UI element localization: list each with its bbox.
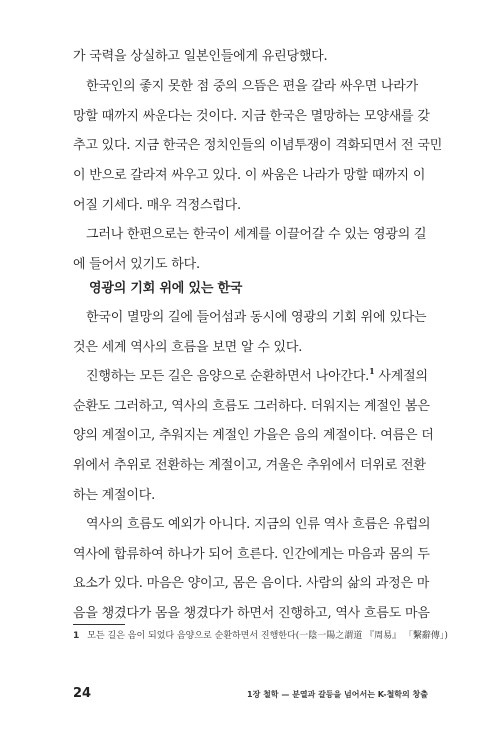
text-line: 역사에 합류하여 하나가 되어 흐른다. 인간에게는 마음과 몸의 두 — [73, 546, 430, 562]
text-line: 하는 계절이다. — [73, 487, 156, 503]
section-heading: 영광의 기회 위에 있는 한국 — [89, 281, 243, 296]
text-line: 가 국력을 상실하고 일본인들에게 유린당했다. — [73, 49, 328, 64]
text-line: 이 반으로 갈라져 싸우고 있다. 이 싸움은 나라가 망할 때까지 이 — [73, 168, 426, 184]
text-line: 추고 있다. 지금 한국은 정치인들의 이념투쟁이 격화되면서 전 국민 — [73, 138, 443, 154]
page-number: 24 — [73, 686, 92, 701]
paragraph-5 — [73, 362, 434, 511]
footnote — [73, 628, 448, 641]
footnote-text: 모든 길은 음이 되었다 음양으로 순환하면서 진행한다(一陰一陽之謂道 『周易』 「繫辭傳」) — [87, 631, 448, 641]
footnote-number: 1 — [73, 631, 80, 641]
text-line: 한국인의 좋지 못한 점 중의 으뜸은 편을 갈라 싸우면 나라가 — [86, 79, 418, 94]
text-line: 역사의 흐름도 예외가 아니다. 지금의 인류 역사 흐름은 유럽의 — [86, 517, 431, 532]
text-line: 망할 때까지 싸운다는 것이다. 지금 한국은 멸망하는 모양새를 갖 — [73, 108, 430, 124]
text-fragment: 사계절의 — [374, 369, 428, 384]
paragraph-4 — [73, 303, 429, 362]
text-line — [73, 362, 429, 392]
text-line: 그러나 한편으로는 한국이 세계를 이끌어갈 수 있는 영광의 길 — [86, 227, 427, 242]
text-line: 요소가 있다. 마음은 양이고, 몸은 음이다. 사람의 삶의 과정은 마 — [73, 576, 430, 592]
text-line: 한국이 멸망의 길에 들어섬과 동시에 영광의 기회 위에 있다는 — [86, 310, 427, 325]
text-line: 위에서 추위로 전환하는 계절이고, 겨울은 추위에서 더위로 전환 — [73, 458, 426, 474]
running-head: 1장 철학 — 분열과 갈등을 넘어서는 K-철학의 창출 — [247, 690, 428, 699]
text-line: 순환도 그러하고, 역사의 흐름도 그러하다. 더워지는 계절인 봄은 — [73, 398, 430, 414]
paragraph-3 — [73, 220, 429, 279]
text-fragment: 진행하는 모든 길은 음양으로 순환하면서 나아간다. — [86, 369, 370, 384]
paragraph-1 — [73, 42, 429, 72]
text-line: 것은 세계 역사의 흐름을 보면 알 수 있다. — [73, 339, 303, 355]
footnote-marker: 1 — [369, 366, 375, 376]
paragraph-6 — [73, 510, 429, 629]
text-line: 양의 계절이고, 추워지는 계절인 가을은 음의 계절이다. 여름은 더 — [73, 428, 434, 444]
text-line: 음을 챙겼다가 몸을 챙겼다가 하면서 진행하고, 역사 흐름도 마음 — [73, 606, 430, 622]
footnote-divider — [73, 624, 125, 625]
text-line: 에 들어서 있기도 하다. — [73, 256, 200, 272]
paragraph-2 — [73, 72, 443, 221]
text-line: 어질 기세다. 매우 걱정스럽다. — [73, 197, 241, 213]
